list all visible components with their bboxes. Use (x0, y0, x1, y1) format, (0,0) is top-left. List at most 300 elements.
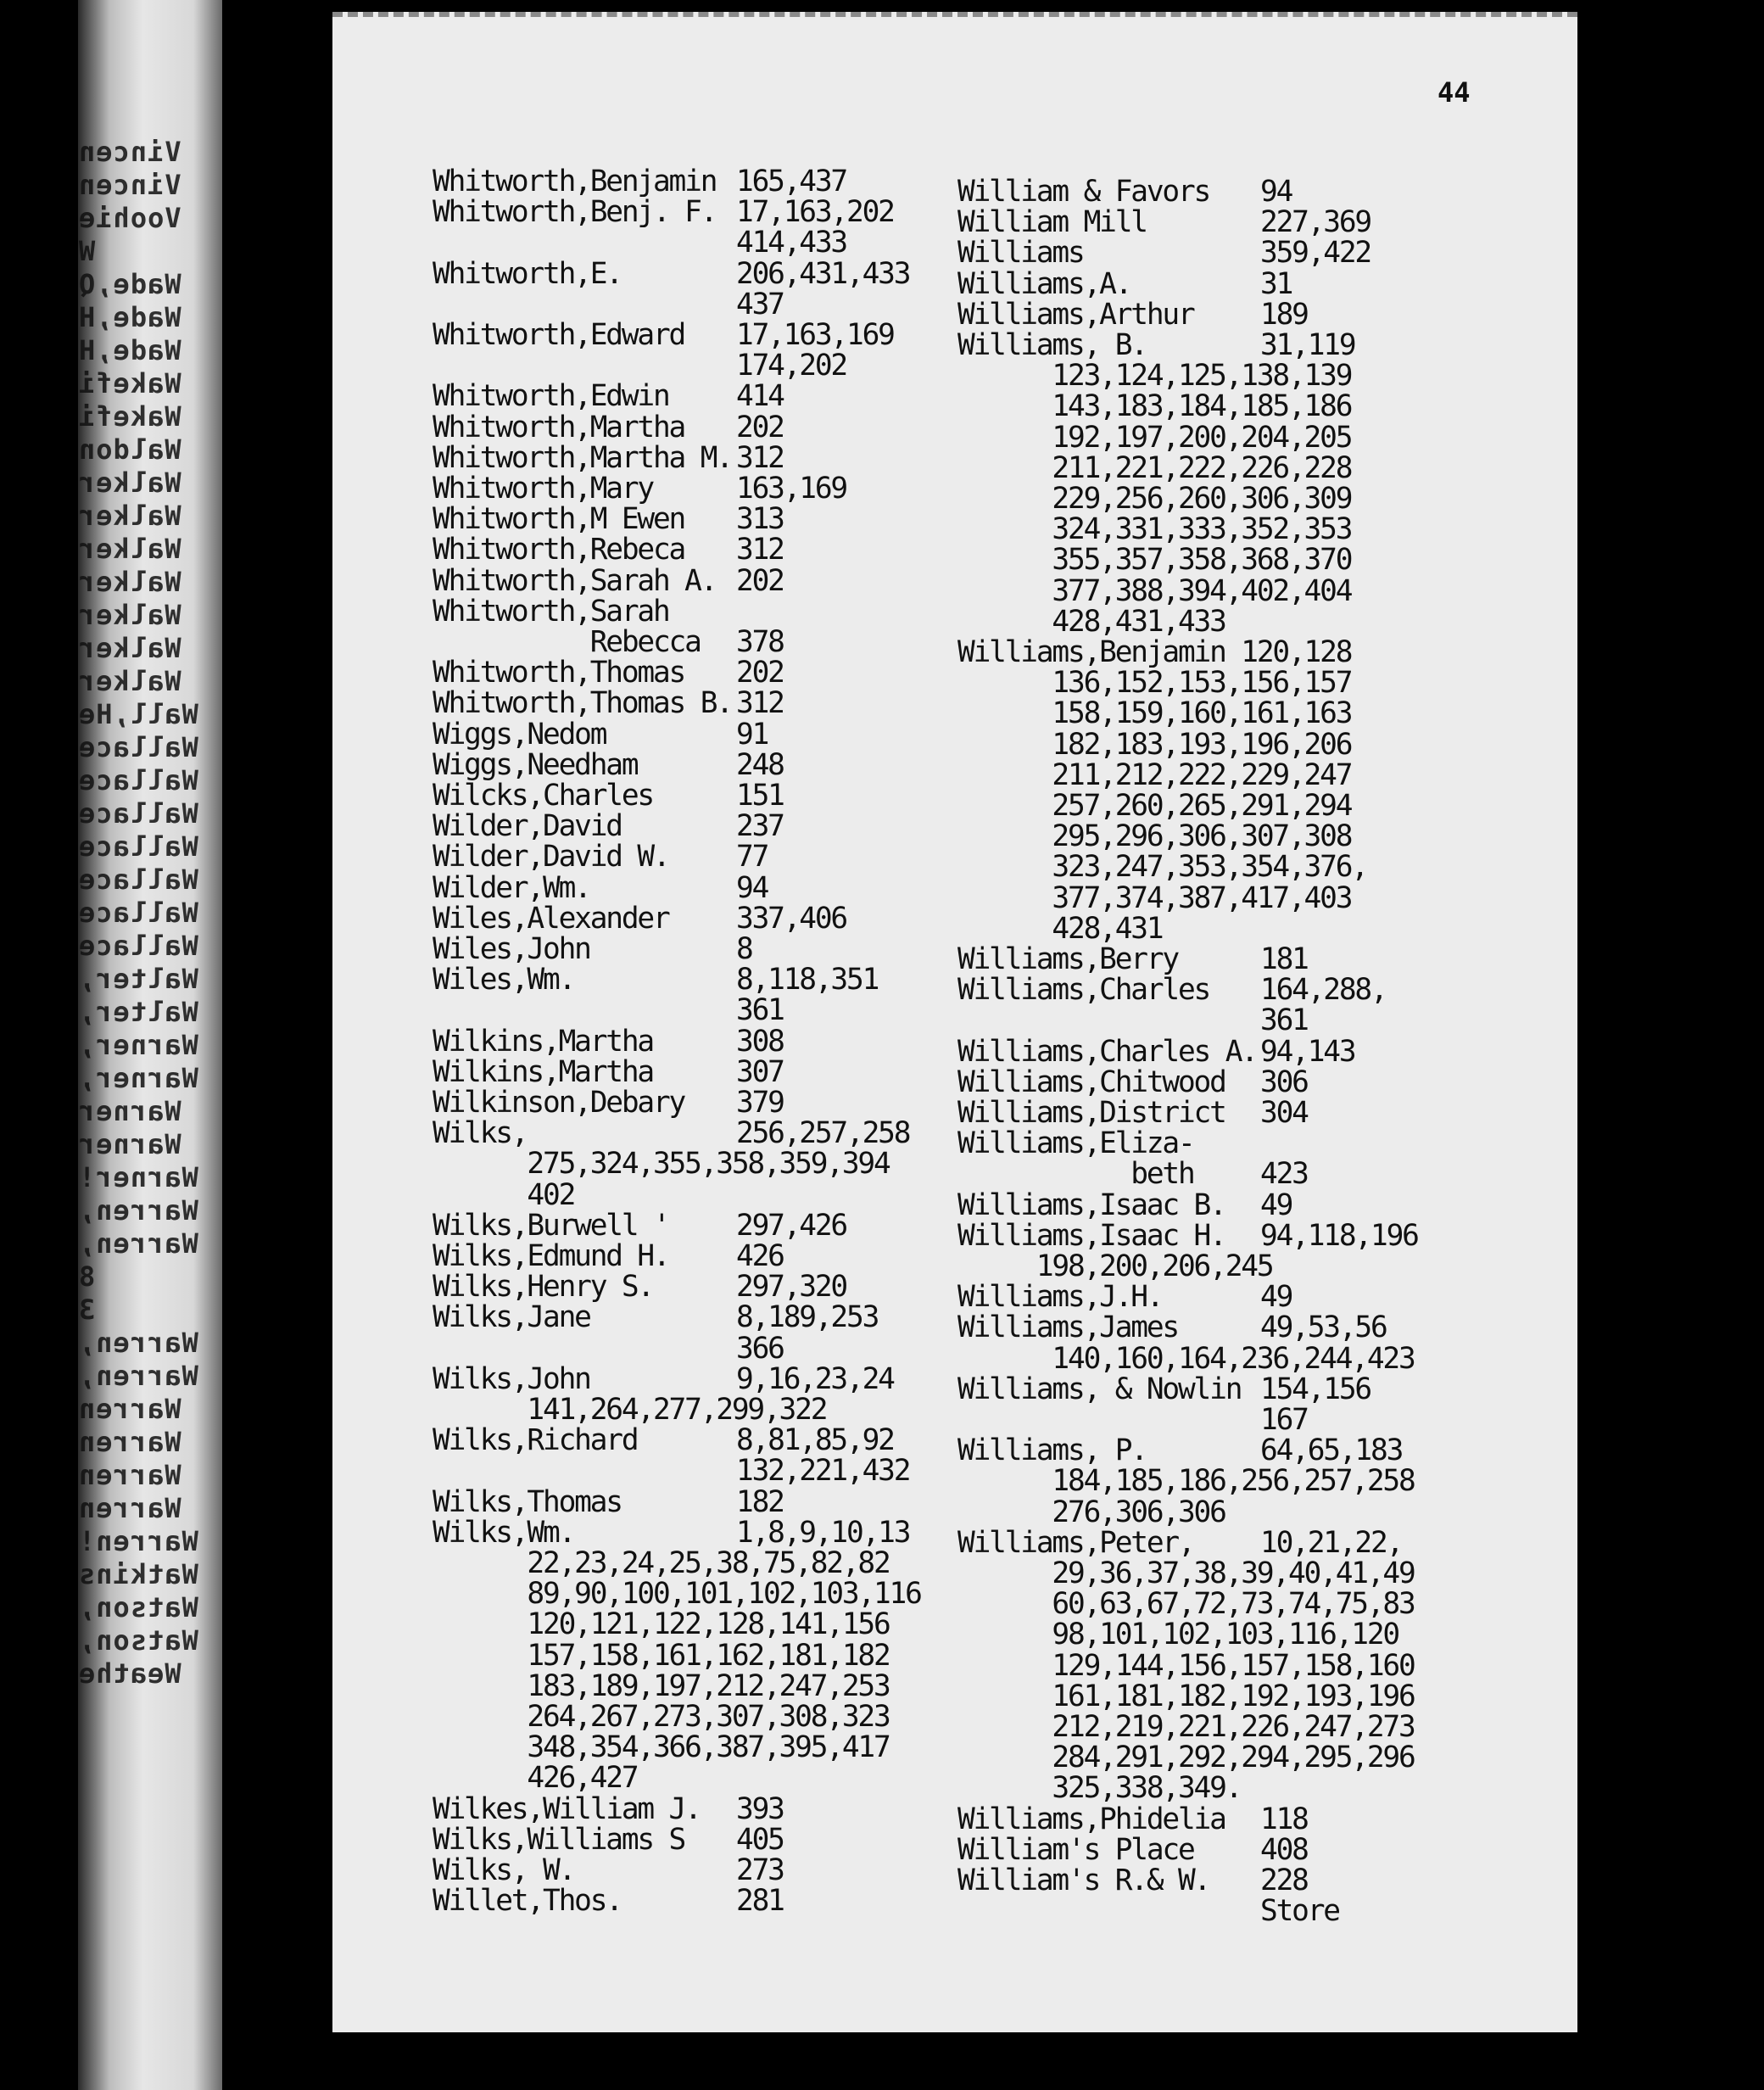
entry-name: Williams,District (957, 1096, 1225, 1130)
index-entry (433, 1791, 784, 1826)
entry-name: 284,291,292,294,295,296 (957, 1741, 1415, 1775)
prev-page-fragment: Walker (78, 533, 181, 565)
entry-pages: 206,431,433 (736, 256, 910, 291)
entry-pages: 8 (736, 932, 752, 966)
index-entry (433, 1853, 784, 1887)
prev-page-fragment: Walker (78, 665, 181, 697)
entry-pages: 281 (736, 1884, 784, 1919)
prev-page-fragment: Walker (78, 500, 181, 532)
entry-name: Wilkins,Martha (433, 1054, 653, 1089)
index-entry (957, 1864, 1308, 1897)
entry-name: 89,90,100,101,102,103,116 (433, 1577, 921, 1612)
entry-name: Wiles,Alexander (433, 901, 669, 936)
entry-pages: 308 (736, 1024, 784, 1059)
index-entry (433, 840, 768, 875)
entry-name: 184,185,186,256,257,258 (957, 1464, 1415, 1499)
entry-pages: 49 (1260, 1188, 1292, 1222)
index-entry (433, 1054, 784, 1089)
entry-name: Whitworth,Mary (433, 472, 653, 506)
entry-name: Wilks,Henry S. (433, 1270, 653, 1305)
entry-pages: Store (1260, 1894, 1339, 1929)
index-entry (957, 698, 1351, 729)
entry-name: 212,219,221,226,247,273 (957, 1710, 1415, 1744)
entry-pages: 437 (736, 287, 784, 321)
entry-pages: 49,53,56 (1260, 1310, 1387, 1345)
entry-pages: 151 (736, 779, 784, 813)
index-entry (433, 963, 879, 998)
entry-pages: 1,8,9,10,13 (736, 1515, 910, 1550)
entry-name: William Mill (957, 205, 1147, 240)
index-entry (957, 391, 1351, 422)
entry-name: Whitworth,Edward (433, 318, 685, 352)
index-entry (957, 791, 1351, 821)
entry-pages: 306 (1260, 1065, 1308, 1099)
entry-pages: 366 (736, 1331, 784, 1366)
entry-pages: 10,21,22, (1260, 1525, 1403, 1560)
index-entry (433, 717, 768, 752)
entry-name: Wilder,David (433, 809, 622, 844)
entry-name: Williams,Benjamin 120,128 (957, 635, 1352, 669)
index-entry (433, 1515, 910, 1550)
entry-name: Whitworth,E. (433, 256, 622, 291)
index-entry (957, 1464, 1415, 1499)
entry-name: Whitworth,Sarah (433, 594, 669, 629)
prev-page-fragment: Walker (78, 467, 181, 499)
entry-pages: 182 (736, 1484, 784, 1519)
entry-name: 123,124,125,138,139 (957, 359, 1352, 394)
prev-page-fragment: Warren (78, 1426, 181, 1458)
index-entry (433, 1394, 826, 1425)
index-entry (433, 195, 894, 230)
prev-page-fragment: Warren, (78, 1327, 198, 1359)
index-entry (433, 1177, 575, 1212)
index-entry (957, 1558, 1415, 1589)
index-entry (433, 472, 846, 506)
prev-page-fragment: Warren, (78, 1360, 198, 1392)
index-entry (957, 821, 1351, 852)
index-entry (957, 1433, 1403, 1468)
entry-name: Williams,J.H. (957, 1280, 1163, 1315)
index-entry (433, 502, 784, 537)
index-entry (433, 779, 784, 813)
prev-page-fragment: Voohie (78, 202, 181, 234)
index-entry (433, 1702, 890, 1732)
prev-page-fragment: Wakefi (78, 367, 181, 400)
entry-pages: 154,156 (1260, 1372, 1370, 1406)
index-entry (433, 563, 784, 598)
entry-name: Williams,Charles A. (957, 1034, 1257, 1069)
entry-pages: 312 (736, 686, 784, 721)
prev-page-fragment: 3 (78, 1294, 96, 1326)
index-entry (433, 1208, 846, 1243)
entry-name: 229,256,260,306,309 (957, 482, 1352, 516)
prev-page-fragment: Wade,H (78, 301, 181, 333)
index-entry (957, 1771, 1242, 1806)
entry-pages: 304 (1260, 1096, 1308, 1130)
entry-name: 211,221,222,226,228 (957, 450, 1352, 485)
entry-pages: 17,163,202 (736, 195, 894, 230)
entry-name: 275,324,355,358,359,394 (433, 1147, 890, 1182)
prev-page-fragment: Warner (78, 1095, 181, 1127)
prev-page-fragment: Walter, (78, 996, 198, 1028)
prev-page-fragment: Walker (78, 599, 181, 631)
entry-pages: 202 (736, 410, 784, 444)
entry-name: Williams,Phidelia (957, 1802, 1225, 1836)
entry-name: Rebecca (433, 625, 701, 659)
index-entry (957, 1525, 1403, 1560)
index-entry (957, 1188, 1292, 1222)
entry-name: Williams, & Nowlin (957, 1372, 1242, 1406)
index-entry (957, 328, 1355, 362)
entry-name: 120,121,122,128,141,156 (433, 1607, 890, 1642)
entry-name: beth (957, 1157, 1194, 1192)
entry-name: Willet,Thos. (433, 1884, 622, 1919)
entry-name: 323,247,353,354,376, (957, 850, 1367, 885)
entry-name: 426,427 (433, 1761, 638, 1796)
index-entry (433, 1609, 890, 1640)
entry-pages: 312 (736, 440, 784, 475)
entry-name: 60,63,67,72,73,74,75,83 (957, 1587, 1415, 1622)
entry-pages: 237 (736, 809, 784, 844)
entry-pages: 189 (1260, 297, 1308, 332)
index-entry (433, 1239, 784, 1273)
index-entry (957, 236, 1370, 271)
index-entry (957, 729, 1351, 760)
entry-name: Williams,Eliza- (957, 1126, 1194, 1161)
entry-name: Whitworth,Thomas (433, 656, 685, 690)
entry-pages: 164,288, (1260, 973, 1387, 1008)
index-entry (957, 297, 1308, 332)
entry-pages: 307 (736, 1054, 784, 1089)
index-entry (957, 666, 1352, 701)
entry-name: Wilks,John (433, 1361, 590, 1396)
index-entry (957, 1280, 1292, 1315)
entry-name: Wilks,Wm. (433, 1515, 575, 1550)
entry-name: Williams (957, 236, 1084, 271)
prev-page-fragment: Warren (78, 1459, 181, 1491)
entry-name: Whitworth,Martha M. (433, 440, 732, 475)
entry-name: Wilks,Burwell ' (433, 1208, 669, 1243)
index-entry (957, 1157, 1308, 1192)
entry-name: Whitworth,Edwin (433, 379, 669, 414)
entry-name: Wilder,Wm. (433, 870, 590, 905)
index-entry (433, 656, 784, 690)
index-entry (957, 543, 1352, 578)
index-entry (433, 1548, 890, 1579)
entry-name: Whitworth,Benjamin (433, 165, 717, 198)
entry-pages: 202 (736, 656, 784, 690)
entry-name: Wilks, (433, 1116, 528, 1151)
index-entry (957, 1218, 1418, 1253)
entry-name: 377,388,394,402,404 (957, 573, 1352, 608)
index-entry (433, 1640, 890, 1671)
index-entry (957, 850, 1367, 885)
index-entry (433, 901, 846, 936)
prev-page-fragment: Wakefi (78, 400, 181, 433)
prev-page-fragment: Warren (78, 1492, 181, 1524)
entry-pages: 297,426 (736, 1208, 846, 1243)
entry-name: Williams,Berry (957, 942, 1178, 976)
index-entry (957, 266, 1292, 301)
prev-page-fragment: Vincen (78, 169, 181, 201)
entry-name: 22,23,24,25,38,75,82,82 (433, 1546, 890, 1580)
entry-pages: 8,81,85,92 (736, 1423, 894, 1458)
entry-name: 348,354,366,387,395,417 (433, 1730, 890, 1765)
prev-page-fragment: Wallace (78, 731, 198, 763)
index-entry (957, 606, 1225, 637)
index-entry (957, 973, 1387, 1008)
entry-name: 257,260,265,291,294 (957, 789, 1352, 823)
entry-name: 355,357,358,368,370 (957, 543, 1352, 578)
entry-name: 183,189,197,212,247,253 (433, 1668, 890, 1703)
index-entry (433, 1761, 638, 1796)
index-page (332, 12, 1577, 2032)
prev-page-fragment: Weathe (78, 1657, 181, 1690)
index-entry (433, 870, 768, 905)
prev-page-fragment: Wade,Q (78, 268, 181, 300)
index-entry (957, 573, 1352, 608)
index-entry (433, 625, 784, 659)
entry-pages: 8,189,253 (736, 1300, 879, 1335)
entry-pages: 94,143 (1260, 1034, 1355, 1069)
index-entry (957, 450, 1352, 485)
entry-pages: 167 (1260, 1403, 1308, 1437)
index-entry (957, 880, 1352, 915)
entry-pages: 64,65,183 (1260, 1433, 1403, 1468)
entry-name: 143,183,184,185,186 (957, 389, 1352, 424)
index-entry (433, 165, 846, 198)
page-number: 44 (1437, 76, 1471, 109)
entry-name: 140,160,164,236,244,423 (957, 1341, 1415, 1376)
entry-pages: 256,257,258 (736, 1116, 910, 1151)
entry-name: 29,36,37,38,39,40,41,49 (957, 1556, 1415, 1590)
entry-name: 295,296,306,307,308 (957, 819, 1352, 854)
entry-name: Williams,Peter, (957, 1525, 1194, 1560)
entry-name: 158,159,160,161,163 (957, 696, 1352, 731)
entry-pages: 337,406 (736, 901, 846, 936)
prev-page-fragment: Wallace (78, 863, 198, 896)
prev-page-fragment: Watson, (78, 1624, 198, 1657)
prev-page-fragment: Wallace (78, 830, 198, 863)
index-entry (433, 379, 784, 414)
prev-page-fragment: Walker (78, 632, 181, 664)
prev-page-fragment: W (78, 235, 96, 267)
entry-pages: 163,169 (736, 472, 846, 506)
entry-pages: 273 (736, 1853, 784, 1887)
entry-name: Wiles,John (433, 932, 590, 966)
index-entry (957, 1341, 1415, 1376)
entry-name: Whitworth,Benj. F. (433, 195, 717, 230)
entry-pages: 414 (736, 379, 784, 414)
entry-name: Whitworth,Thomas B. (433, 686, 732, 721)
index-entry (433, 1577, 921, 1612)
entry-pages: 91 (736, 717, 768, 752)
entry-name: 324,331,333,352,353 (957, 512, 1352, 547)
entry-pages: 361 (1260, 1003, 1308, 1038)
entry-pages: 423 (1260, 1157, 1308, 1192)
entry-pages: 393 (736, 1791, 784, 1826)
entry-pages: 313 (736, 502, 784, 537)
index-entry (433, 533, 784, 567)
entry-name: Wilks,Edmund H. (433, 1239, 669, 1273)
index-entry (957, 422, 1351, 453)
entry-name: Williams,A. (957, 266, 1131, 301)
prev-page-fragment: Vincen (78, 136, 181, 168)
entry-name: Wiggs,Nedom (433, 717, 606, 752)
index-entry (433, 440, 784, 475)
entry-pages: 405 (736, 1822, 784, 1857)
entry-name: Whitworth,M Ewen (433, 502, 685, 537)
entry-pages: 312 (736, 533, 784, 567)
index-entry (957, 1802, 1308, 1836)
entry-pages: 227,369 (1260, 205, 1370, 240)
index-entry (433, 1147, 890, 1182)
entry-name: 198,200,206,245 (957, 1249, 1273, 1283)
index-entry (957, 1372, 1370, 1406)
entry-name: Wilks,Richard (433, 1423, 638, 1458)
index-entry (957, 1648, 1415, 1683)
index-entry (957, 637, 1351, 668)
prev-page-fragment: Warren, (78, 1194, 198, 1227)
index-entry (957, 1712, 1415, 1742)
index-entry (957, 514, 1351, 545)
index-entry (957, 1034, 1355, 1069)
entry-name: Wilks, W. (433, 1853, 575, 1887)
index-entry (433, 809, 784, 844)
index-entry (957, 1497, 1225, 1528)
entry-pages: 228 (1260, 1864, 1308, 1897)
entry-pages: 118 (1260, 1802, 1308, 1836)
index-entry (957, 1587, 1415, 1622)
entry-pages: 248 (736, 747, 784, 782)
index-entry (433, 318, 894, 352)
entry-name: Williams,Isaac B. (957, 1188, 1225, 1222)
previous-page-edge (78, 0, 222, 2090)
prev-page-fragment: Wallace (78, 797, 198, 830)
entry-name: 211,212,222,229,247 (957, 757, 1352, 792)
entry-name: 402 (433, 1177, 575, 1212)
entry-pages: 202 (736, 563, 784, 598)
entry-name: Wiggs,Needham (433, 747, 638, 782)
entry-name: Williams,Isaac H. (957, 1218, 1225, 1253)
prev-page-fragment: Warner! (78, 1161, 198, 1193)
entry-pages: 17,163,169 (736, 318, 894, 352)
entry-name: 276,306,306 (957, 1495, 1225, 1529)
prev-page-fragment: Watkins (78, 1558, 198, 1590)
prev-page-fragment: Warren! (78, 1525, 198, 1557)
index-entry (957, 1832, 1308, 1867)
prev-page-fragment: Waldon (78, 433, 181, 466)
index-entry (433, 596, 669, 627)
index-entry (957, 942, 1308, 976)
entry-pages: 181 (1260, 942, 1308, 976)
entry-pages: 94,118,196 (1260, 1218, 1418, 1253)
index-entry (957, 1096, 1308, 1130)
index-entry (957, 175, 1292, 209)
prev-page-fragment: Warner, (78, 1062, 198, 1094)
entry-name: 264,267,273,307,308,323 (433, 1700, 890, 1734)
index-entry (957, 1619, 1398, 1650)
entry-name: William's Place (957, 1832, 1194, 1867)
entry-name: 161,181,182,192,193,196 (957, 1679, 1415, 1713)
index-entry (433, 1668, 890, 1703)
entry-pages: 165,437 (736, 165, 846, 198)
entry-name: Whitworth,Sarah A. (433, 563, 717, 598)
entry-name: 182,183,193,196,206 (957, 727, 1352, 762)
prev-page-fragment: Warner, (78, 1029, 198, 1061)
entry-pages: 9,16,23,24 (736, 1361, 894, 1396)
index-entry (957, 1065, 1308, 1099)
entry-name: Wilcks,Charles (433, 779, 653, 813)
entry-name: Wilkes,William J. (433, 1791, 701, 1826)
index-entry (433, 256, 910, 291)
index-entry (433, 1024, 784, 1059)
index-entry (957, 359, 1352, 394)
entry-name: 141,264,277,299,322 (433, 1393, 827, 1427)
entry-name: Williams,Arthur (957, 297, 1194, 332)
entry-pages: 359,422 (1260, 236, 1370, 271)
entry-name: 192,197,200,204,205 (957, 420, 1352, 455)
prev-page-fragment: Warren (78, 1393, 181, 1425)
entry-name: Whitworth,Rebeca (433, 533, 685, 567)
prev-page-fragment: Walter, (78, 963, 198, 995)
entry-pages: 426 (736, 1239, 784, 1273)
index-entry (433, 747, 784, 782)
entry-pages: 378 (736, 625, 784, 659)
prev-page-fragment: Wade,H (78, 334, 181, 366)
entry-name: Williams,Chitwood (957, 1065, 1225, 1099)
entry-name: 98,101,102,103,116,120 (957, 1618, 1398, 1652)
entry-name: Williams, B. (957, 328, 1147, 362)
entry-name: Williams,James (957, 1310, 1178, 1345)
index-entry (957, 911, 1163, 946)
entry-pages: 77 (736, 840, 768, 875)
entry-name: 136,152,153,156,157 (957, 666, 1352, 701)
index-entry (957, 1681, 1415, 1712)
entry-name: Wilkins,Martha (433, 1024, 653, 1059)
entry-name: Wilkinson,Debary (433, 1086, 685, 1120)
prev-page-fragment: Walker (78, 566, 181, 598)
entry-pages: 94 (1260, 175, 1292, 209)
entry-pages: 94 (736, 870, 768, 905)
entry-name: Whitworth,Martha (433, 410, 685, 444)
entry-pages: 379 (736, 1086, 784, 1120)
entry-name: Williams,Charles (957, 973, 1210, 1008)
prev-page-fragment: Warren, (78, 1227, 198, 1260)
entry-pages: 414,433 (736, 226, 846, 260)
entry-name: William & Favors (957, 175, 1210, 209)
entry-name: 129,144,156,157,158,160 (957, 1648, 1415, 1683)
entry-pages: 408 (1260, 1832, 1308, 1867)
prev-page-fragment: Wallace (78, 930, 198, 962)
index-entry (433, 1361, 894, 1396)
index-entry (433, 410, 784, 444)
entry-pages: 174,202 (736, 349, 846, 383)
index-entry (433, 1484, 784, 1519)
index-entry (433, 1270, 846, 1305)
index-entry (957, 1310, 1387, 1345)
prev-page-fragment: 8 (78, 1260, 96, 1293)
index-entry (957, 757, 1352, 792)
entry-name: Wilder,David W. (433, 840, 669, 875)
entry-name: William's R.& W. (957, 1864, 1210, 1897)
index-entry (957, 1742, 1415, 1773)
index-entry (433, 1884, 784, 1919)
entry-pages: 31 (1260, 266, 1292, 301)
index-entry (957, 1128, 1194, 1159)
index-entry (957, 483, 1351, 514)
prev-page-fragment: Warner (78, 1128, 181, 1160)
